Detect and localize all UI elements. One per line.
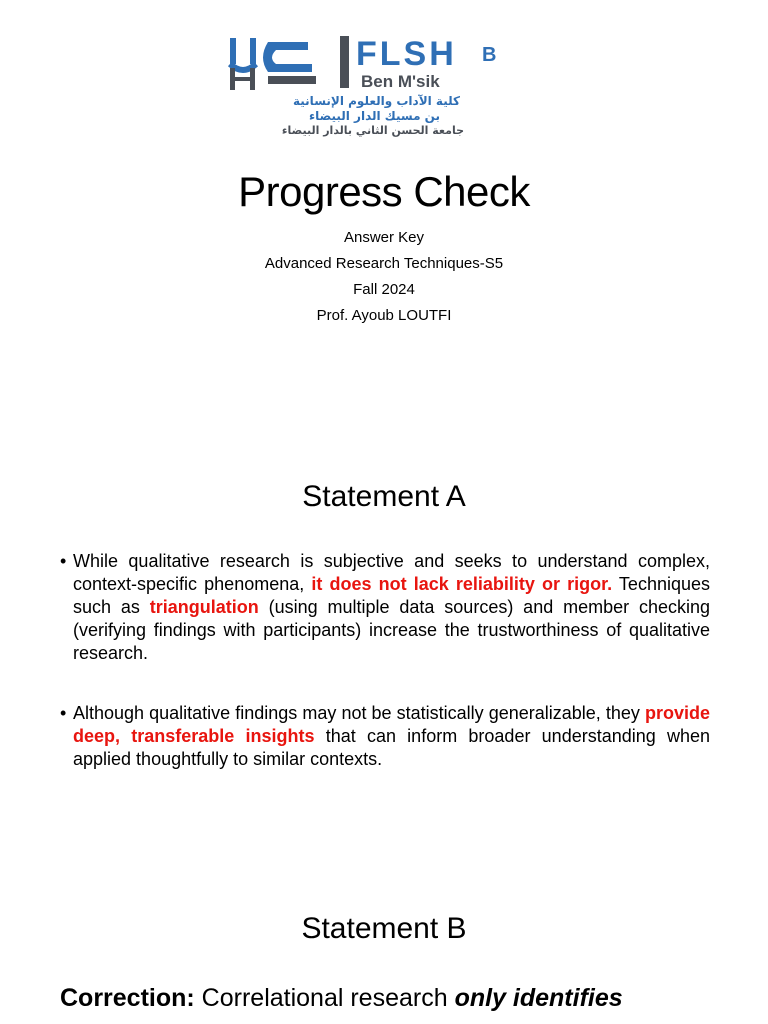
logo-suffix: B [482, 44, 497, 66]
logo-arabic-line-2: بن مسيك الدار البيضاء [308, 109, 440, 123]
uh2-emblem-icon [228, 36, 324, 92]
logo-arabic-line-3: جامعة الحسن الثاني بالدار البيضاء [281, 124, 464, 137]
bullet-1-text-3: (using multiple data sources) and member checking (verifying findings with participants) increase the trustworthiness of qualitative research. [73, 597, 710, 663]
bullet-1-text-2: Techniques such as [73, 574, 710, 617]
statement-a-bullet-2 [60, 702, 710, 771]
statement-b-correction [60, 984, 623, 1013]
correction-text: Correlational research [194, 984, 455, 1012]
university-logo [228, 34, 500, 138]
bullet-marker: • [60, 703, 67, 723]
bullet-2-highlight: provide deep, transferable insights [73, 703, 710, 746]
bullet-marker: • [60, 551, 67, 571]
statement-a-heading: Statement A [302, 480, 466, 513]
logo-divider [340, 36, 349, 88]
bullet-2-text-2: that can inform broader understanding when applied thoughtfully to similar contexts. [73, 726, 711, 769]
statement-a-bullet-1 [60, 550, 710, 665]
logo-arabic-line-1: كلية الآداب والعلوم الإنسانية [293, 94, 460, 108]
bullet-1-highlight-2: triangulation [149, 597, 259, 617]
correction-label: Correction: [60, 984, 195, 1012]
logo-name: FLSH [356, 35, 457, 73]
subtitle-professor: Prof. Ayoub LOUTFI [316, 307, 452, 324]
bullet-2-text-1: Although qualitative findings may not be statistically generalizable, they [73, 703, 645, 723]
correction-emphasis: only identifies [454, 984, 623, 1012]
subtitle-answer-key: Answer Key [343, 229, 425, 246]
subtitle-term: Fall 2024 [353, 281, 415, 298]
statement-b-heading: Statement B [301, 912, 467, 945]
page-title: Progress Check [238, 168, 530, 215]
bullet-1-highlight-1: it does not lack reliability or rigor. [311, 574, 613, 594]
bullet-1-text-1: While qualitative research is subjective and seeks to understand complex, context-specific phenomena, [73, 551, 710, 594]
logo-campus: Ben M'sik [361, 72, 440, 91]
subtitle-course: Advanced Research Techniques-S5 [264, 255, 504, 272]
